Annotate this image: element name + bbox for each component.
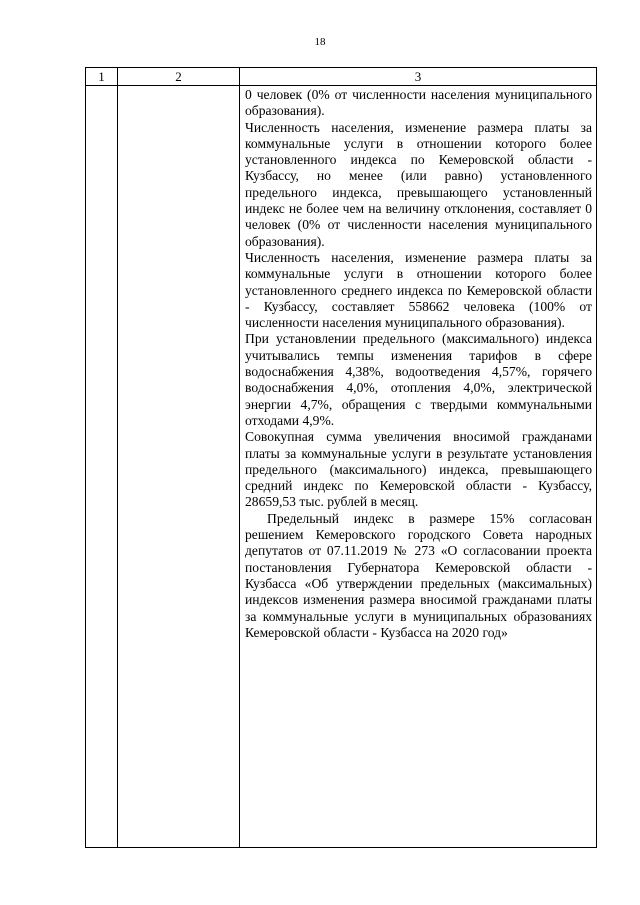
paragraph: Численность населения, изменение размера платы за коммунальные услуги в отношении которого более установленного среднего индекса по Кемеровской области - Кузбассу, составляет 558662 человека (100% от численности населения муниципального образования). — [245, 249, 592, 331]
column-number-2: 2 — [118, 68, 240, 86]
document-table — [85, 67, 597, 848]
paragraph: Совокупная сумма увеличения вносимой гражданами платы за коммунальные услуги в результате установления предельного (максимального) индекса, превышающего средний индекс по Кемеровской области - Кузбассу, 28659,53 тыс. рублей в месяц. — [245, 429, 592, 510]
table-row — [86, 86, 597, 848]
table-header-row — [86, 68, 597, 86]
paragraph: При установлении предельного (максимального) индекса учитывались темпы изменения тарифов в сфере водоснабжения 4,38%, водоотведения 4,57%, горячего водоснабжения 4,0%, отопления 4,0%, электрической энергии 4,7%, обращения с твердыми коммунальными отходами 4,9%. — [245, 331, 592, 428]
column-2-cell — [118, 86, 240, 848]
column-1-cell — [86, 86, 118, 848]
column-3-content — [240, 86, 596, 641]
column-3-cell — [240, 86, 597, 848]
paragraph: Численность населения, изменение размера платы за коммунальные услуги в отношении которого более установленного индекса по Кемеровской области - Кузбассу, но менее (или равно) установленного предельного индекса, превышающего установленный индекс не более чем на величину отклонения, составляет 0 человек (0% от численности населения муниципального образования). — [245, 119, 592, 249]
paragraph: 0 человек (0% от численности населения муниципального образования). — [245, 87, 592, 119]
paragraph: Предельный индекс в размере 15% согласован решением Кемеровского городского Совета народных депутатов от 07.11.2019 № 273 «О согласовании проекта постановления Губернатора Кемеровской области - Кузбасса «Об утверждении предельных (максимальных) индексов изменения размера вносимой гражданами платы за коммунальные услуги в муниципальных образованиях Кемеровской области - Кузбасса на 2020 год» — [245, 510, 592, 640]
column-number-1: 1 — [86, 68, 118, 86]
page-number: 18 — [314, 36, 326, 48]
column-number-3: 3 — [240, 68, 597, 86]
